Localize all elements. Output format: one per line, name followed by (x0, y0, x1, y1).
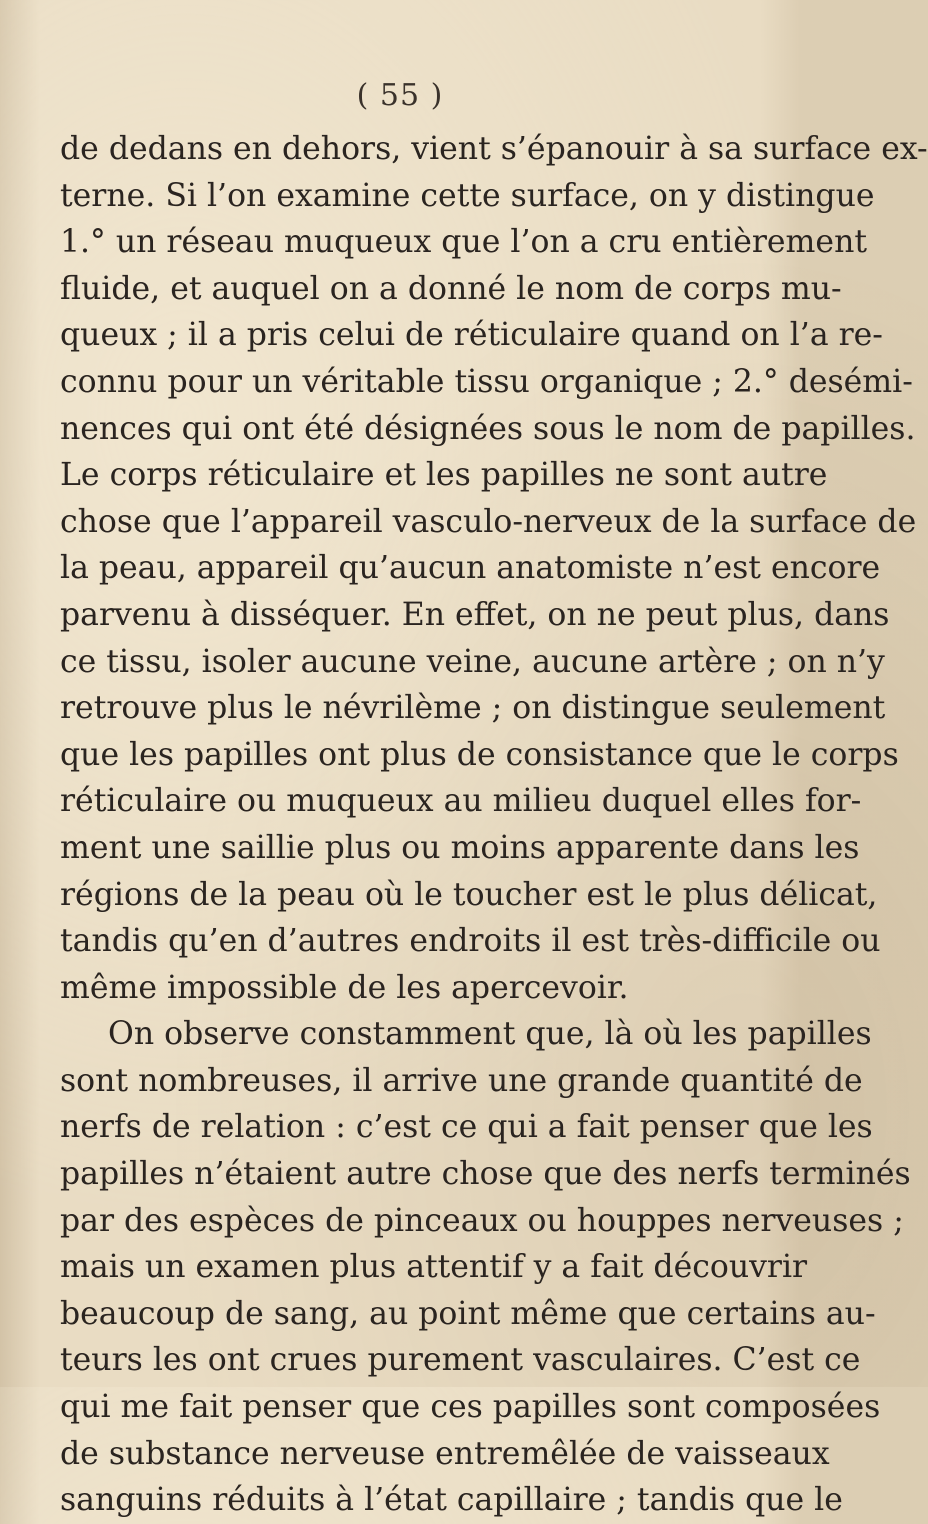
text-line: de substance nerveuse entremêlée de vaisseaux (60, 1435, 830, 1472)
text-line: régions de la peau où le toucher est le plus délicat, (60, 876, 878, 913)
text-line: que les papilles ont plus de consistance que le corps (60, 736, 899, 773)
text-line: parvenu à disséquer. En effet, on ne peut plus, dans (60, 596, 890, 633)
text-line: queux ; il a pris celui de réticulaire quand on l’a re- (60, 317, 883, 354)
text-line: papilles n’étaient autre chose que des nerfs terminés (60, 1156, 911, 1193)
text-line: connu pour un véritable tissu organique ; 2.° desémi- (60, 363, 913, 400)
text-line: sont nombreuses, il arrive une grande quantité de (60, 1062, 863, 1099)
text-line: chose que l’appareil vasculo-nerveux de la surface de (60, 503, 917, 540)
body-text (60, 126, 928, 1524)
text-line: de dedans en dehors, vient s’épanouir à sa surface ex- (60, 131, 928, 167)
text-line: 1.° un réseau muqueux que l’on a cru entièrement (60, 224, 868, 261)
text-line: mais un examen plus attentif y a fait découvrir (60, 1249, 808, 1286)
text-line: qui me fait penser que ces papilles sont composées (60, 1389, 881, 1426)
text-line: ment une saillie plus ou moins apparente dans les (60, 829, 860, 866)
text-line: réticulaire ou muqueux au milieu duquel elles for- (60, 783, 862, 820)
text-line: tandis qu’en d’autres endroits il est très-difficile ou (60, 923, 881, 960)
page-number: ( 55 ) (356, 78, 444, 113)
text-line: ce tissu, isoler aucune veine, aucune artère ; on n’y (60, 643, 885, 680)
text-line: sanguins réduits à l’état capillaire ; tandis que le (60, 1482, 843, 1519)
text-line: Le corps réticulaire et les papilles ne sont autre (60, 457, 828, 494)
text-line: la peau, appareil qu’aucun anatomiste n’est encore (60, 550, 881, 587)
text-line: nerfs de relation : c’est ce qui a fait penser que les (60, 1109, 873, 1146)
text-line: teurs les ont crues purement vasculaires. C’est ce (60, 1342, 861, 1379)
text-line: terne. Si l’on examine cette surface, on y distingue (60, 177, 875, 214)
text-line: fluide, et auquel on a donné le nom de corps mu- (60, 270, 842, 307)
text-line: beaucoup de sang, au point même que certains au- (60, 1295, 876, 1332)
text-line: même impossible de les apercevoir. (60, 969, 629, 1006)
text-line: On observe constamment que, là où les papilles (108, 1016, 872, 1053)
text-line: nences qui ont été désignées sous le nom de papilles. (60, 410, 916, 447)
text-line: retrouve plus le névrilème ; on distingue seulement (60, 690, 886, 727)
text-line: par des espèces de pinceaux ou houppes nerveuses ; (60, 1202, 904, 1239)
